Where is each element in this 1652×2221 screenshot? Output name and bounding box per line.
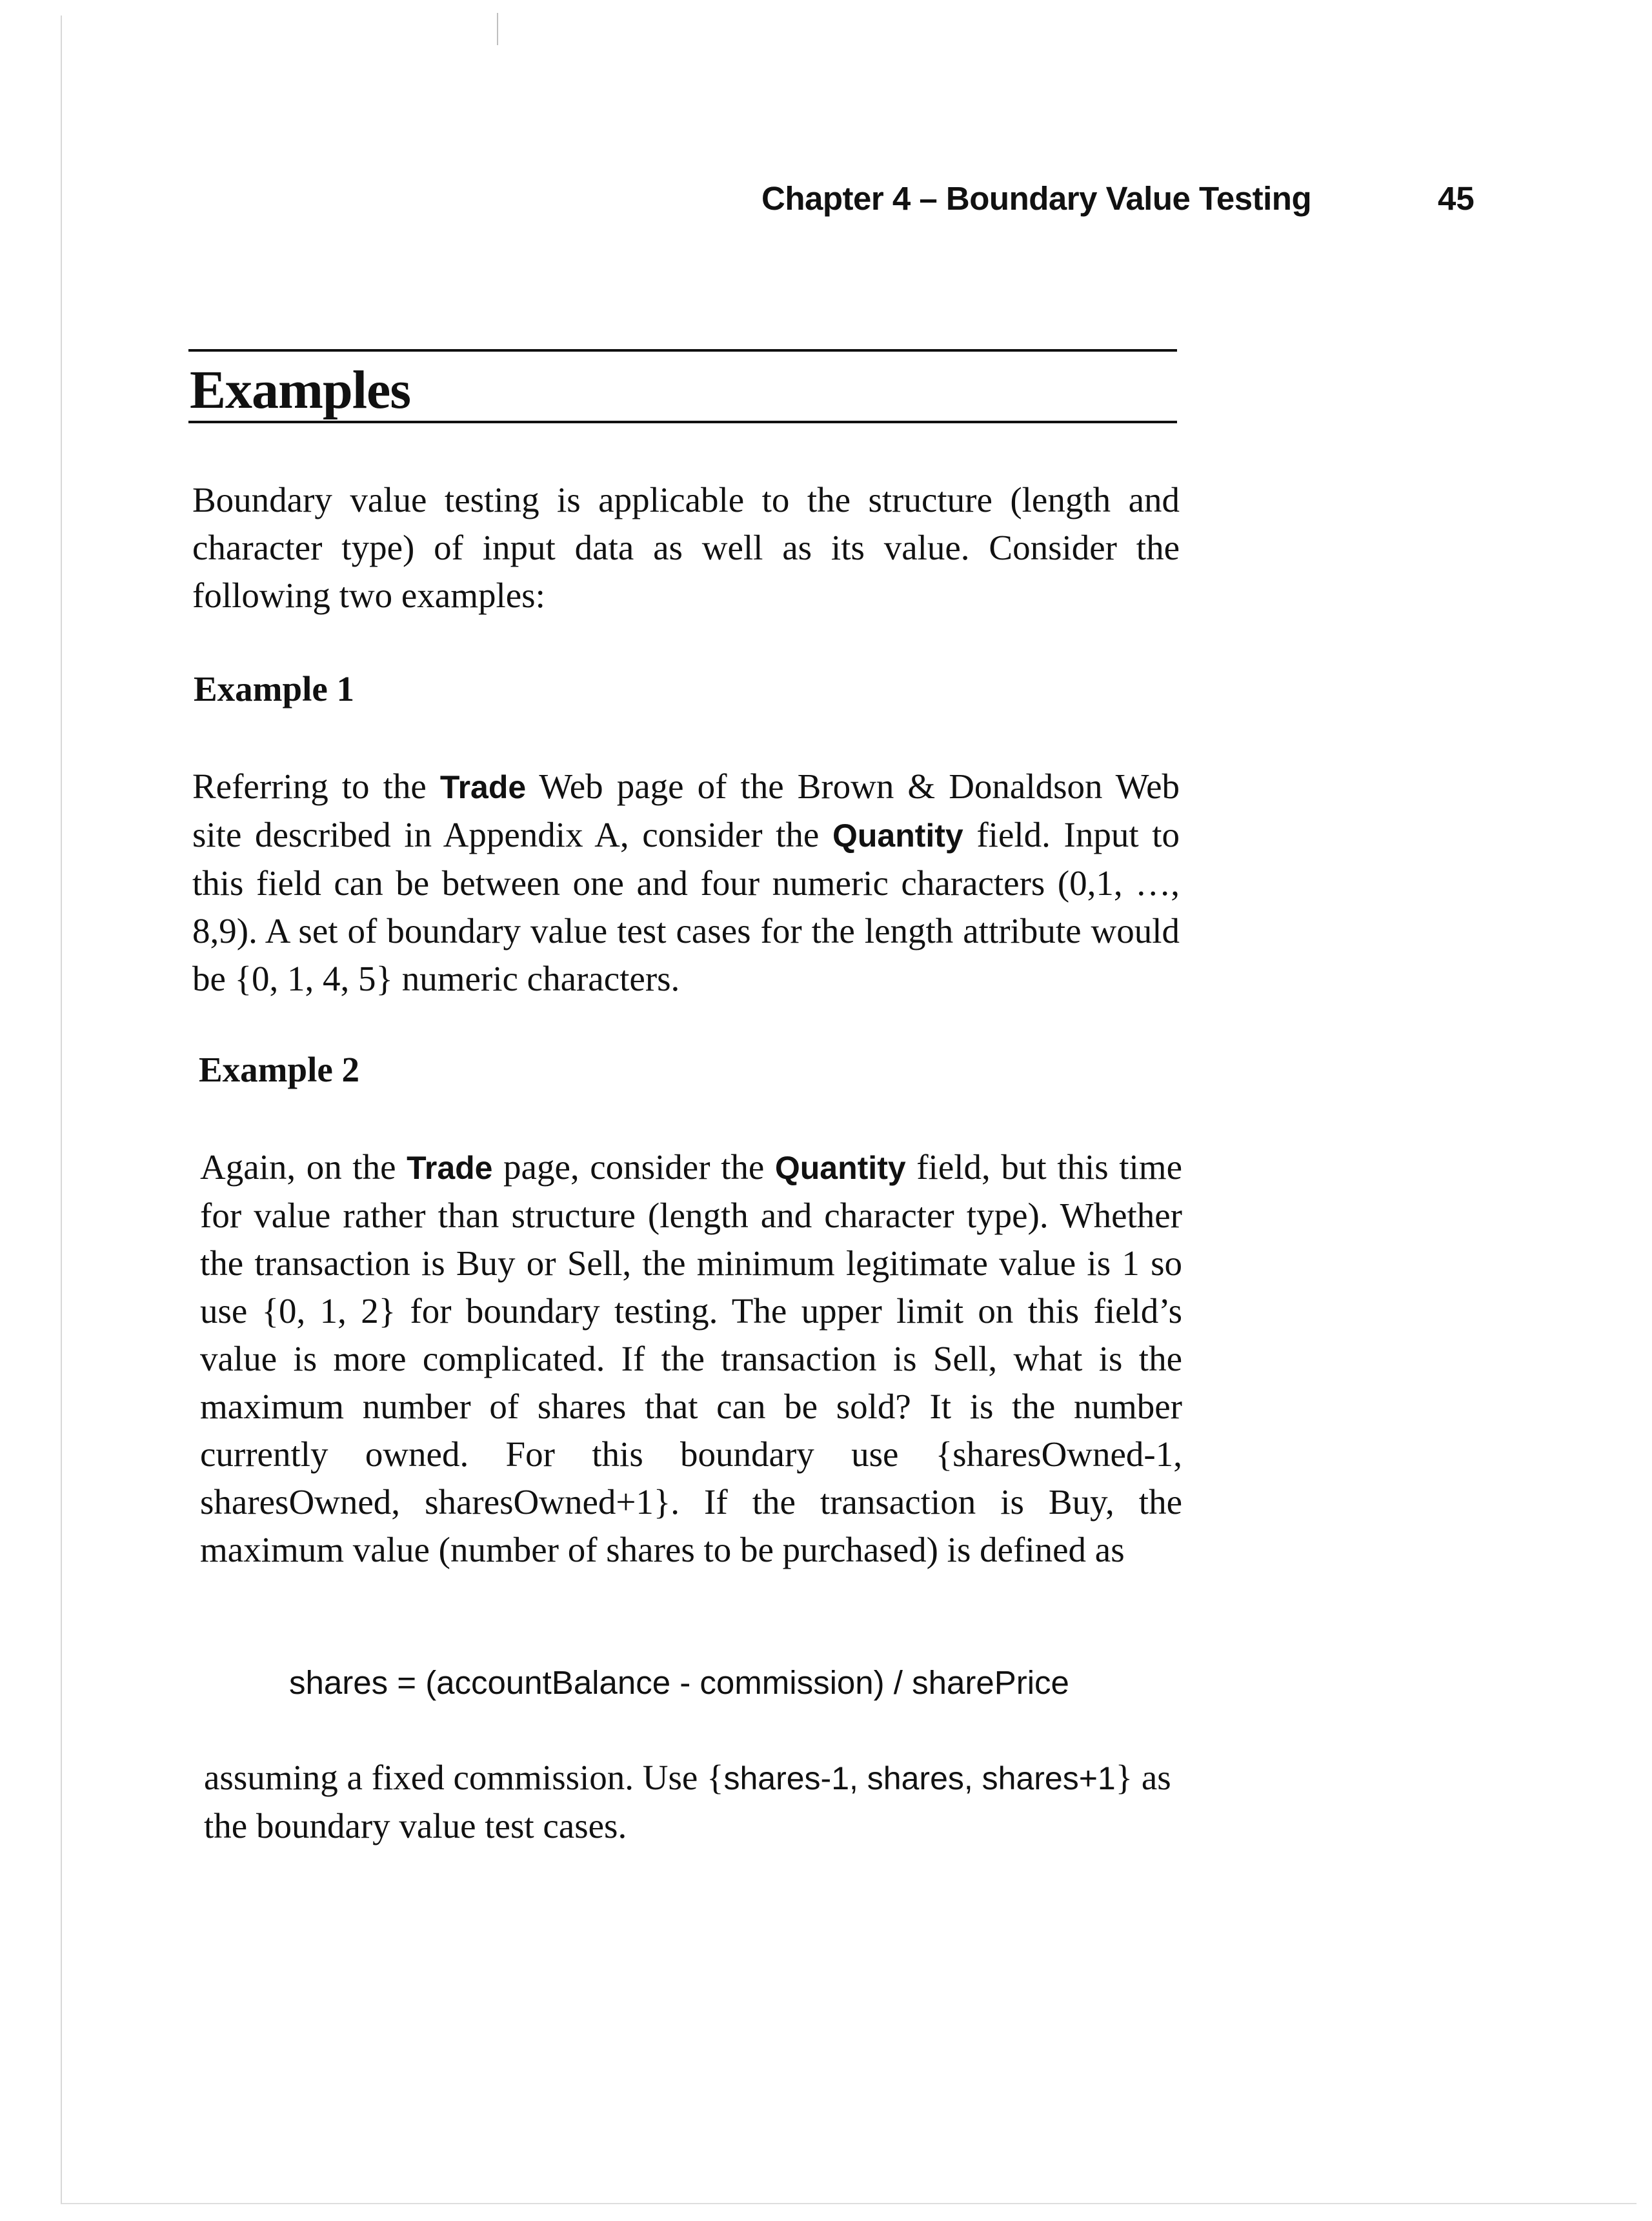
text-run: Again, on the xyxy=(200,1147,407,1187)
term-trade: Trade xyxy=(407,1150,493,1186)
text-run: field, but this time for value rather than structure (length and character type). Whether the transaction is Buy or Sell, the minimum legitimate value is 1 so use {0, 1, 2} for boundary testing. The upper limit on this field’s value is more complicated. If the transaction is Sell, what is the maximum number of shares that can be sold? It is the number currently owned. For this boundary use {sharesOwned-1, sharesOwned, sharesOwned+1}. If the transaction is Buy, the maximum value (number of shares to be purchased) is defined as xyxy=(200,1147,1183,1569)
text-run: assuming a fixed commission. Use { xyxy=(204,1758,724,1797)
text-run: } as the boundary value test cases. xyxy=(204,1758,1171,1845)
test-case-list: shares-1, shares, shares+1 xyxy=(723,1760,1116,1796)
text-run: field. Input to this field can be between one and four numeric characters (0,1, …, 8,9). A set of boundary value test cases for the length attribute would be {0, 1, 4, 5} numeric characters. xyxy=(192,815,1180,998)
text-run: Web page of the Brown & Donaldson Web site described in Appendix A, consider the xyxy=(192,767,1180,854)
text-run: Referring to the xyxy=(192,767,440,806)
shares-formula: shares = (accountBalance - commission) / sharePrice xyxy=(289,1664,1069,1701)
example-2-paragraph xyxy=(200,1143,1182,1574)
section-title: Examples xyxy=(190,360,411,420)
term-trade: Trade xyxy=(439,769,527,805)
term-quantity: Quantity xyxy=(832,818,963,854)
closing-paragraph xyxy=(204,1754,1185,1850)
page-number: 45 xyxy=(1438,180,1475,217)
section-rule-bottom xyxy=(188,421,1177,423)
section-rule-top xyxy=(188,349,1177,352)
text-run: page, consider the xyxy=(492,1147,775,1187)
example-1-heading: Example 1 xyxy=(194,669,355,709)
intro-paragraph: Boundary value testing is applicable to the structure (length and character type) of input data as well as its value. Consider the following two examples: xyxy=(192,480,1180,615)
page-border xyxy=(61,15,1637,2204)
example-2-heading: Example 2 xyxy=(199,1050,360,1089)
scan-artifact xyxy=(497,13,498,45)
term-quantity: Quantity xyxy=(774,1150,906,1186)
example-1-paragraph xyxy=(192,763,1180,1003)
running-header: Chapter 4 – Boundary Value Testing xyxy=(761,180,1312,217)
